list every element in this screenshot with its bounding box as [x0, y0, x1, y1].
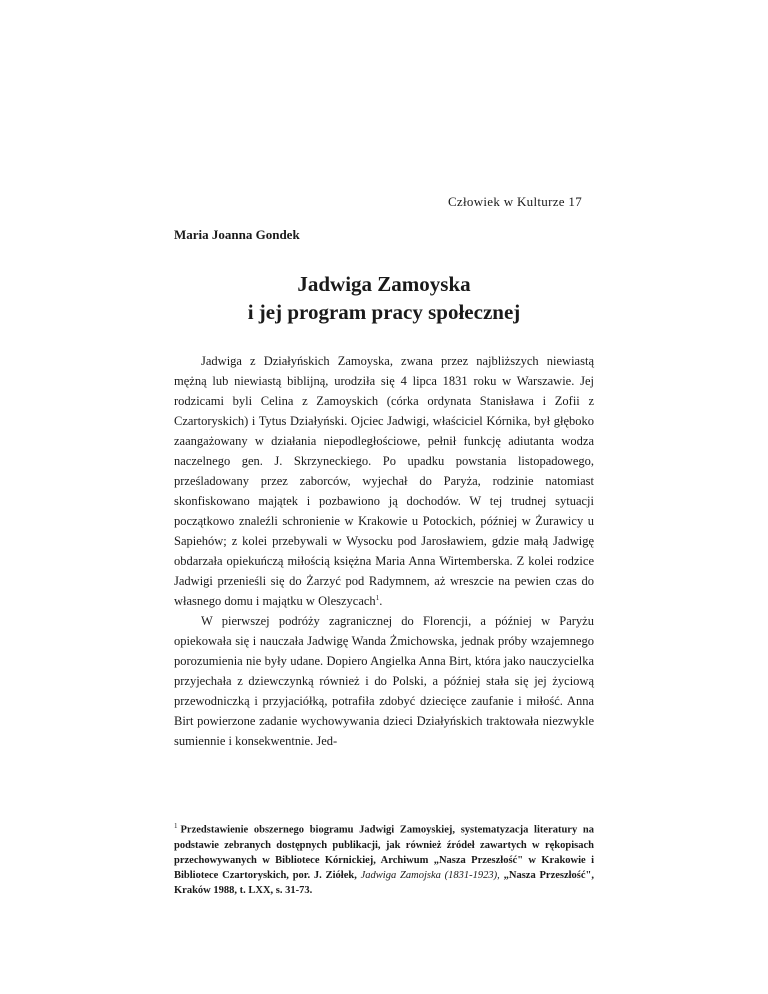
footnote-reference[interactable]: 1 — [375, 593, 380, 602]
footnote-text: Przedstawienie obszernego biogramu Jadwigi Zamoyskiej, systematyzacja literatury na podstawie zebranych dostępnych publikacji, jak również źródeł zawartych w rękopisach przechowywanych w Bibliotece Kórnickiej, Archiwum „Nasza Przeszłość" w Krakowie i Bibliotece Czartoryskich, por. J. Ziółek, — [174, 824, 594, 881]
paragraph-2-text: W pierwszej podróży zagranicznej do Florencji, a później w Paryżu opiekowała się i nauczała Jadwigę Wanda Żmichowska, jednak próby wzajemnego porozumienia nie były udane. Dopiero Angielka Anna Birt, która jako nauczycielka przyjechała z dziewczynką również i do Polski, a później stała się jej życiową przewodniczką i przyjaciółką, potrafiła zdobyć dziecięce zaufanie i miłość. Anna Birt powierzone zadanie wychowywania dzieci Działyńskich traktowała niezwykle sumiennie i konsekwentnie. Jed- — [174, 614, 594, 748]
footnote-mark: 1 — [174, 822, 178, 830]
paragraph-1-tail: . — [379, 594, 383, 608]
footnote-source: „Nasza Przeszłość", Kraków 1988, t. LXX, s. 31-73. — [174, 869, 595, 896]
title-line-1: Jadwiga Zamoyska — [297, 272, 471, 296]
paragraph-1-text: Jadwiga z Działyńskich Zamoyska, zwana przez najbliższych niewiastą mężną lub niewiastą biblijną, urodziła się 4 lipca 1831 roku w Warszawie. Jej rodzicami byli Celina z Zamoyskich (córka ordynata Stanisława i Zofii z Czartoryskich) i Tytus Działyński. Ojciec Jadwigi, właściciel Kórnika, był głęboko zaangażowany w działania niepodległościowe, pełnił funkcję adiutanta wodza naczelnego gen. J. Skrzyneckiego. Po upadku powstania listopadowego, prześladowany przez zaborców, wyjechał do Paryża, rodzinie natomiast skonfiskowano majątek i pozbawiono ją dochodów. W tej trudnej sytuacji początkowo znaleźli schronienie w Krakowie u Potockich, później w Żurawicy u Sapiehów; z kolei przebywali w Wysocku pod Jarosławiem, gdzie małą Jadwigę obdarzała opiekuńczą miłością księżna Maria Anna Wirtemberska. Z kolei rodzice Jadwigi przenieśli się do Żarzyć pod Radymnem, aż wreszcie na pewien czas do własnego domu i majątku w Oleszycach — [174, 354, 594, 608]
title-line-2: i jej program pracy społecznej — [247, 300, 521, 324]
author-name: Maria Joanna Gondek — [174, 227, 300, 242]
article-title — [174, 270, 594, 326]
footnote — [174, 819, 594, 898]
body-text — [174, 351, 594, 751]
running-head: Człowiek w Kulturze 17 — [447, 194, 582, 209]
paragraph-2 — [174, 611, 594, 751]
footnote-cited-title: Jadwiga Zamojska (1831-1923), — [360, 869, 500, 881]
paragraph-1 — [174, 351, 594, 611]
